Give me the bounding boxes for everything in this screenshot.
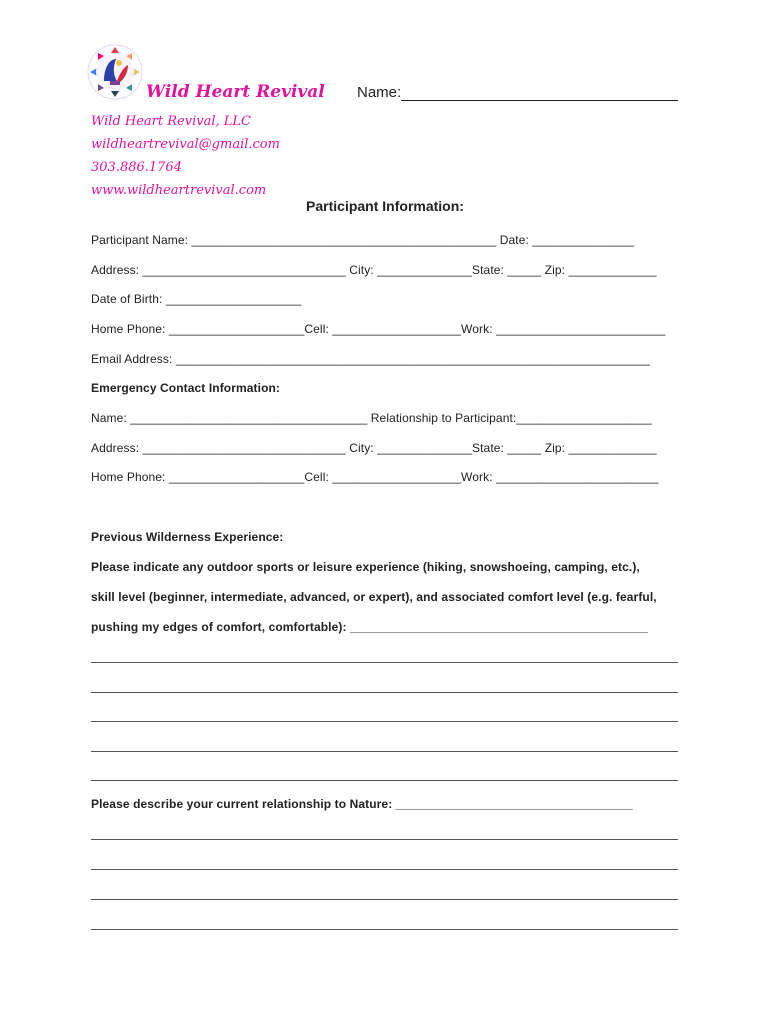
emergency-address-row[interactable]: Address: ______________________________ City: ______________State: _____ Zip: _____________ (91, 441, 657, 455)
wild-heart-logo (86, 43, 144, 101)
address-row[interactable]: Address: ______________________________ City: ______________State: _____ Zip: _____________ (91, 263, 657, 277)
brand-title: Wild Heart Revival (146, 82, 325, 102)
answer-line[interactable] (91, 751, 678, 752)
participant-name-row[interactable]: Participant Name: _____________________________________________ Date: _______________ (91, 233, 634, 247)
answer-line[interactable] (91, 692, 678, 693)
wilderness-question-line3[interactable]: pushing my edges of comfort, comfortable): ____________________________________________ (91, 620, 649, 634)
emergency-title: Emergency Contact Information: (91, 381, 281, 395)
wilderness-question-line1: Please indicate any outdoor sports or leisure experience (hiking, snowshoeing, camping, etc.), (91, 560, 640, 574)
section-title-participant: Participant Information: (306, 198, 464, 214)
wilderness-title: Previous Wilderness Experience: (91, 530, 284, 544)
org-email: wildheartrevival@gmail.com (91, 137, 280, 152)
dob-row[interactable]: Date of Birth: ____________________ (91, 292, 302, 306)
phone-row[interactable]: Home Phone: ____________________Cell: ___________________Work: _________________________ (91, 322, 666, 336)
email-row[interactable]: Email Address: ______________________________________________________________________ (91, 352, 651, 366)
emergency-phone-row[interactable]: Home Phone: ____________________Cell: ___________________Work: ________________________ (91, 470, 659, 484)
name-label: Name: (357, 84, 402, 101)
answer-line[interactable] (91, 869, 678, 870)
answer-line[interactable] (91, 929, 678, 930)
emergency-name-row[interactable]: Name: ___________________________________ Relationship to Participant:____________________ (91, 411, 652, 425)
answer-line[interactable] (91, 899, 678, 900)
name-line[interactable] (401, 85, 678, 101)
wilderness-question-line2: skill level (beginner, intermediate, advanced, or expert), and associated comfort level (e.g. fearful, (91, 590, 657, 604)
nature-question[interactable]: Please describe your current relationship to Nature: ___________________________________ (91, 797, 633, 811)
answer-line[interactable] (91, 662, 678, 663)
org-contact-block (91, 110, 280, 202)
org-website: www.wildheartrevival.com (91, 183, 267, 198)
org-name: Wild Heart Revival, LLC (91, 114, 251, 129)
name-field[interactable] (357, 84, 678, 101)
answer-line[interactable] (91, 780, 678, 781)
answer-line[interactable] (91, 839, 678, 840)
org-phone: 303.886.1764 (91, 160, 182, 175)
answer-line[interactable] (91, 721, 678, 722)
